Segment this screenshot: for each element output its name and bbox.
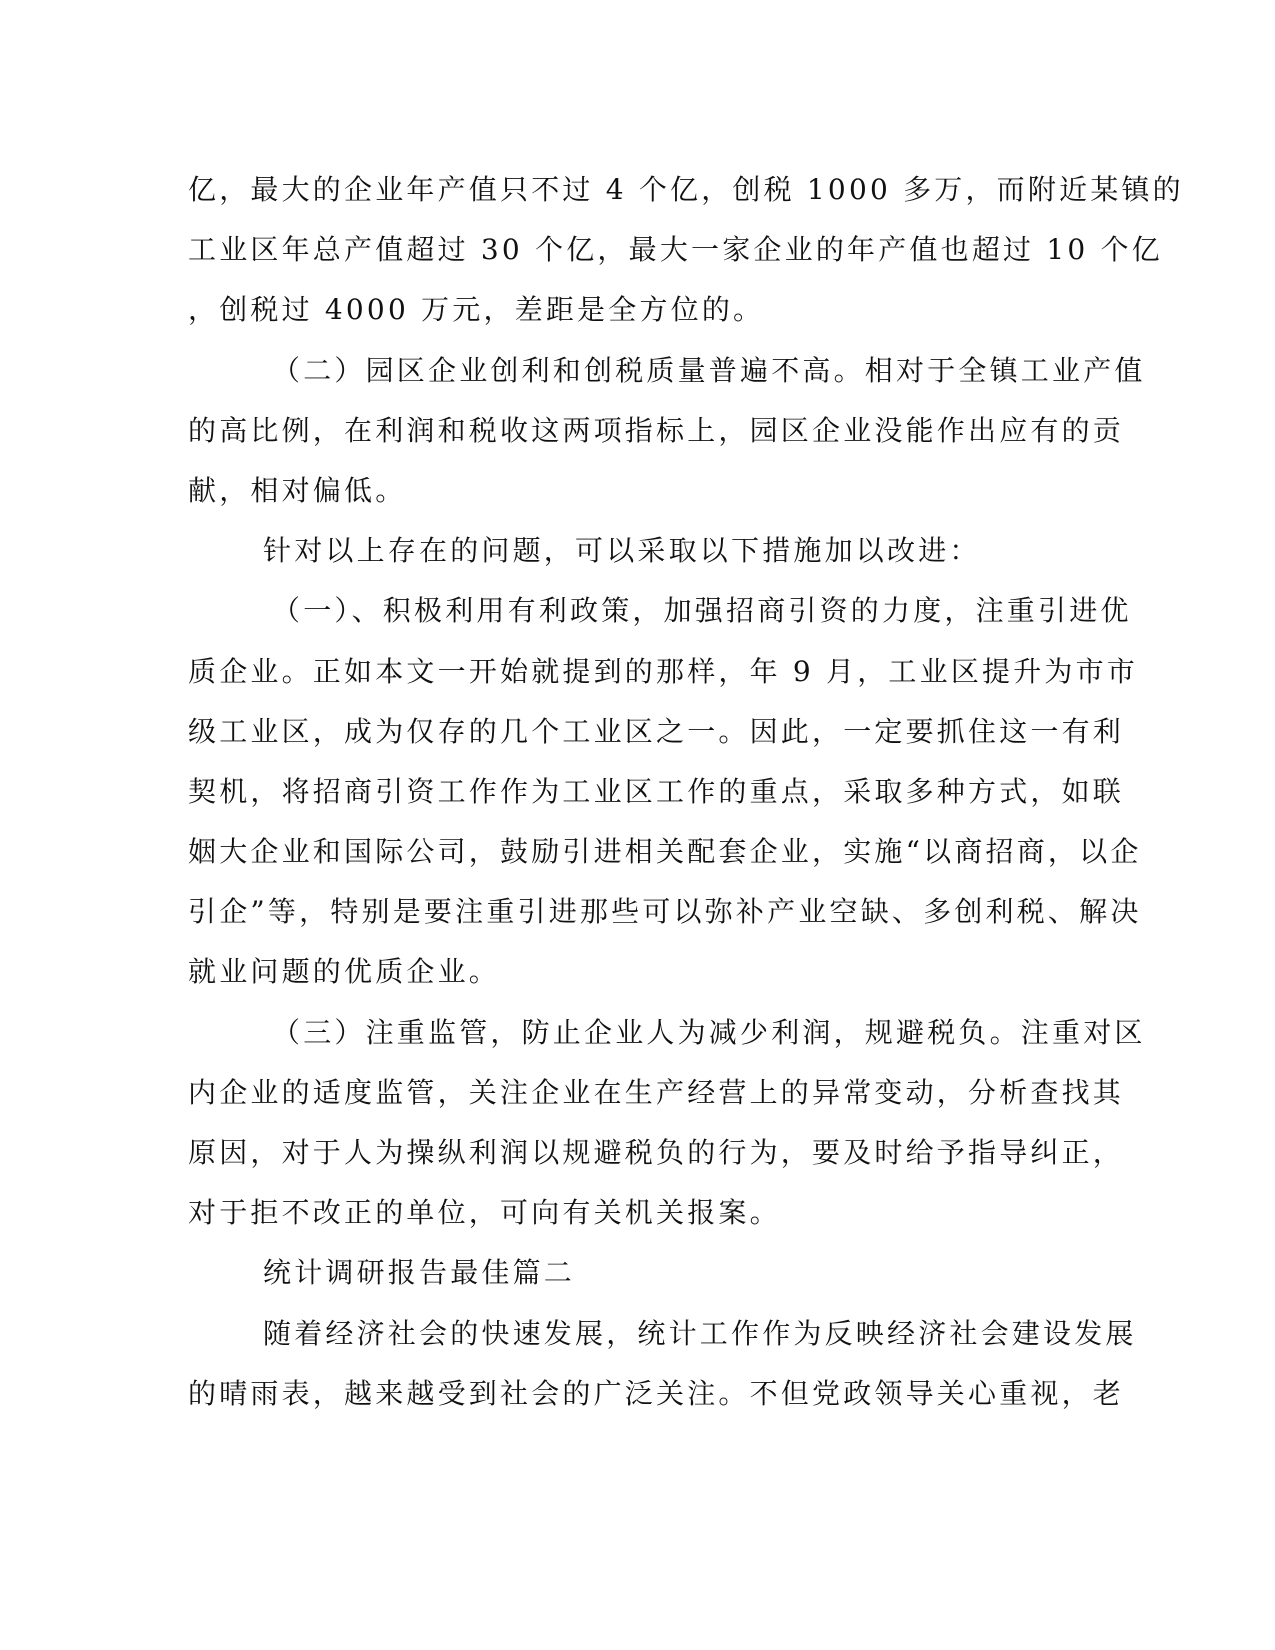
section-heading-line: （一）、积极利用有利政策，加强招商引资的力度，注重引进优 — [272, 594, 1132, 628]
text-line: 的晴雨表，越来越受到社会的广泛关注。不但党政领导关心重视，老 — [188, 1376, 1125, 1410]
text-line: ，创税过 4000 万元，差距是全方位的。 — [188, 293, 765, 327]
text-line: 内企业的适度监管，关注企业在生产经营上的异常变动，分析查找其 — [188, 1075, 1125, 1109]
paragraph-line: 针对以上存在的问题，可以采取以下措施加以改进： — [263, 534, 981, 568]
text-line: 质企业。正如本文一开始就提到的那样，年 9 月，工业区提升为市市 — [188, 654, 1139, 688]
text-line: 献，相对偏低。 — [188, 473, 407, 507]
paragraph-line: 随着经济社会的快速发展，统计工作作为反映经济社会建设发展 — [263, 1316, 1137, 1350]
text-line: 级工业区，成为仅存的几个工业区之一。因此，一定要抓住这一有利 — [188, 714, 1125, 748]
section-heading-line: （二）园区企业创利和创税质量普遍不高。相对于全镇工业产值 — [272, 353, 1146, 387]
document-body — [188, 160, 1184, 1424]
text-line: 引企”等，特别是要注重引进那些可以弥补产业空缺、多创利税、解决 — [188, 895, 1142, 929]
text-line: 姻大企业和国际公司，鼓励引进相关配套企业，实施“以商招商，以企 — [188, 835, 1142, 869]
text-line: 工业区年总产值超过 30 个亿，最大一家企业的年产值也超过 10 个亿 — [188, 233, 1163, 267]
text-line: 对于拒不改正的单位，可向有关机关报案。 — [188, 1196, 781, 1230]
text-line: 就业问题的优质企业。 — [188, 955, 501, 989]
text-line: 亿，最大的企业年产值只不过 4 个亿，创税 1000 多万，而附近某镇的 — [188, 173, 1184, 206]
text-line: 原因，对于人为操纵利润以规避税负的行为，要及时给予指导纠正， — [188, 1136, 1125, 1169]
text-line: 契机，将招商引资工作作为工业区工作的重点，采取多种方式，如联 — [188, 774, 1125, 808]
section-heading-line: （三）注重监管，防止企业人为减少利润，规避税负。注重对区 — [272, 1015, 1146, 1049]
text-line: 的高比例，在利润和税收这两项指标上，园区企业没能作出应有的贡 — [188, 413, 1125, 447]
article-subtitle: 统计调研报告最佳篇二 — [263, 1256, 576, 1290]
